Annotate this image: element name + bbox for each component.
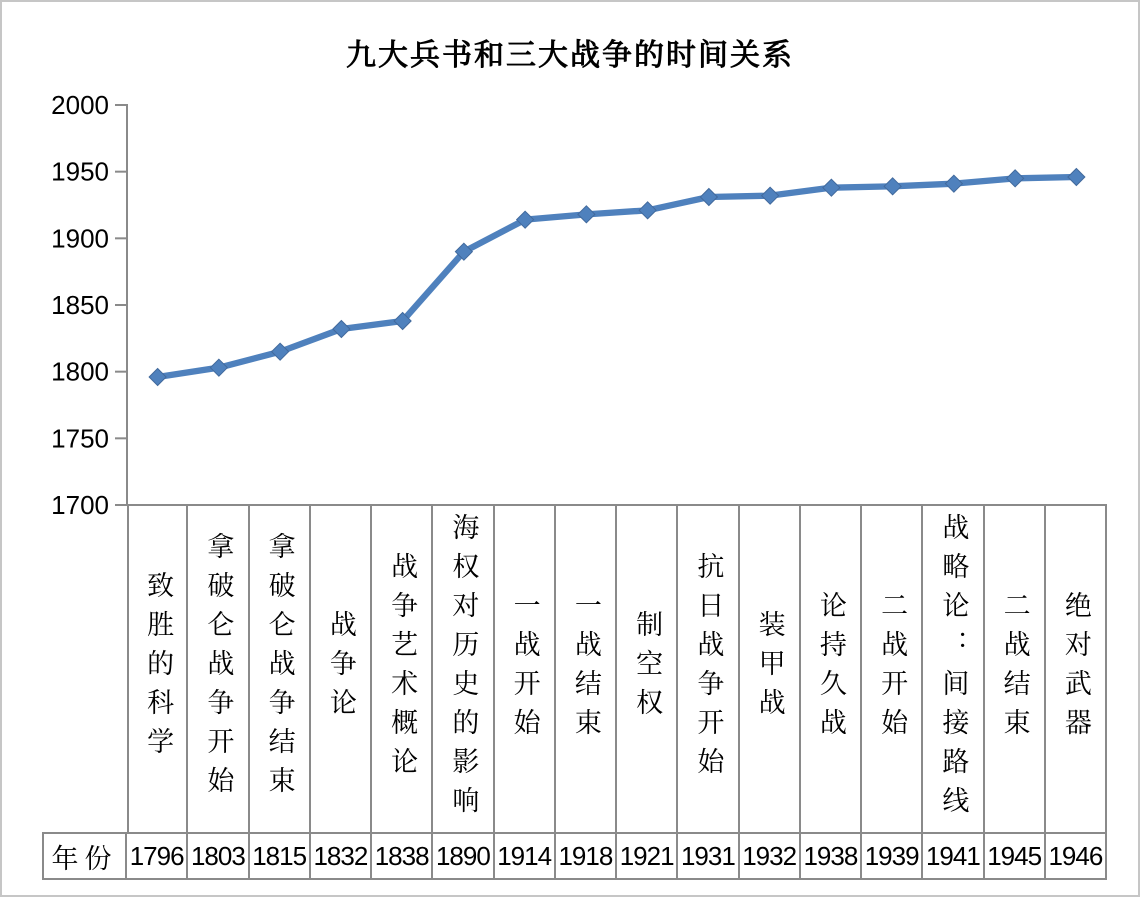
category-cell [433,505,494,832]
y-axis-tick-label: 2000 [51,90,109,120]
category-label: 海权对历史的影响 [448,512,479,825]
year-value-cell: 1918 [556,832,617,880]
category-cell [372,505,433,832]
data-point-marker [823,179,840,196]
data-table-row [42,832,1107,880]
category-label: 战争论 [325,610,356,727]
data-point-marker [945,175,962,192]
category-cell [617,505,678,832]
category-cell [678,505,739,832]
category-cell [188,505,249,832]
year-value-cell: 1796 [127,832,188,880]
year-value-cell: 1803 [188,832,249,880]
category-cell [985,505,1046,832]
year-value-cell: 1946 [1046,832,1107,880]
category-cell [311,505,372,832]
data-point-marker [578,206,595,223]
y-axis-tick-label: 1750 [51,423,109,454]
y-axis-tick-label: 1800 [51,356,109,387]
data-series-line [158,177,1077,377]
category-cell [801,505,862,832]
category-label: 拿破仑战争结束 [264,532,295,805]
category-label: 论持久战 [815,590,846,747]
y-axis-tick-label: 1700 [51,490,109,520]
category-cell [1046,505,1107,832]
year-value-cell: 1932 [740,832,801,880]
data-table-row-label: 年份 [42,832,127,880]
y-axis-tick-label: 1850 [51,290,109,320]
chart-title: 九大兵书和三大战争的时间关系 [346,39,794,72]
year-value-cell: 1921 [617,832,678,880]
category-axis-table [127,505,1107,832]
year-value-cell: 1838 [372,832,433,880]
category-cell [862,505,923,832]
category-cell [250,505,311,832]
year-value-cell: 1832 [311,832,372,880]
year-value-cell: 1941 [923,832,984,880]
data-point-marker [639,202,656,219]
category-cell [127,505,188,832]
category-label: 二战开始 [877,590,908,747]
data-point-marker [884,178,901,195]
data-point-marker [1068,169,1085,186]
category-label: 拿破仑战争开始 [203,532,234,805]
category-cell [556,505,617,832]
data-point-marker [333,321,350,338]
category-label: 一战开始 [509,590,540,747]
year-value-cell: 1890 [433,832,494,880]
data-point-marker [210,359,227,376]
category-label: 制空权 [632,610,663,727]
data-point-marker [272,343,289,360]
category-label: 装甲战 [754,610,785,727]
data-point-marker [1007,170,1024,187]
year-value-cell: 1945 [985,832,1046,880]
year-value-cell: 1938 [801,832,862,880]
category-cell [923,505,984,832]
category-label: 二战结束 [999,590,1030,747]
category-label: 致胜的科学 [143,571,174,766]
data-point-marker [149,369,166,386]
year-value-cell: 1914 [495,832,556,880]
category-cell [740,505,801,832]
data-point-marker [700,189,717,206]
category-label: 战略论：间接路线 [938,512,969,825]
year-value-cell: 1939 [862,832,923,880]
category-cell [495,505,556,832]
category-label: 绝对武器 [1060,590,1091,747]
data-point-marker [762,187,779,204]
category-label: 一战结束 [570,590,601,747]
year-value-cell: 1815 [250,832,311,880]
y-axis-tick-label: 1950 [51,156,109,187]
category-label: 战争艺术概论 [387,551,418,786]
category-label: 抗日战争开始 [693,551,724,786]
y-axis-tick-label: 1900 [51,223,109,254]
year-value-cell: 1931 [678,832,739,880]
